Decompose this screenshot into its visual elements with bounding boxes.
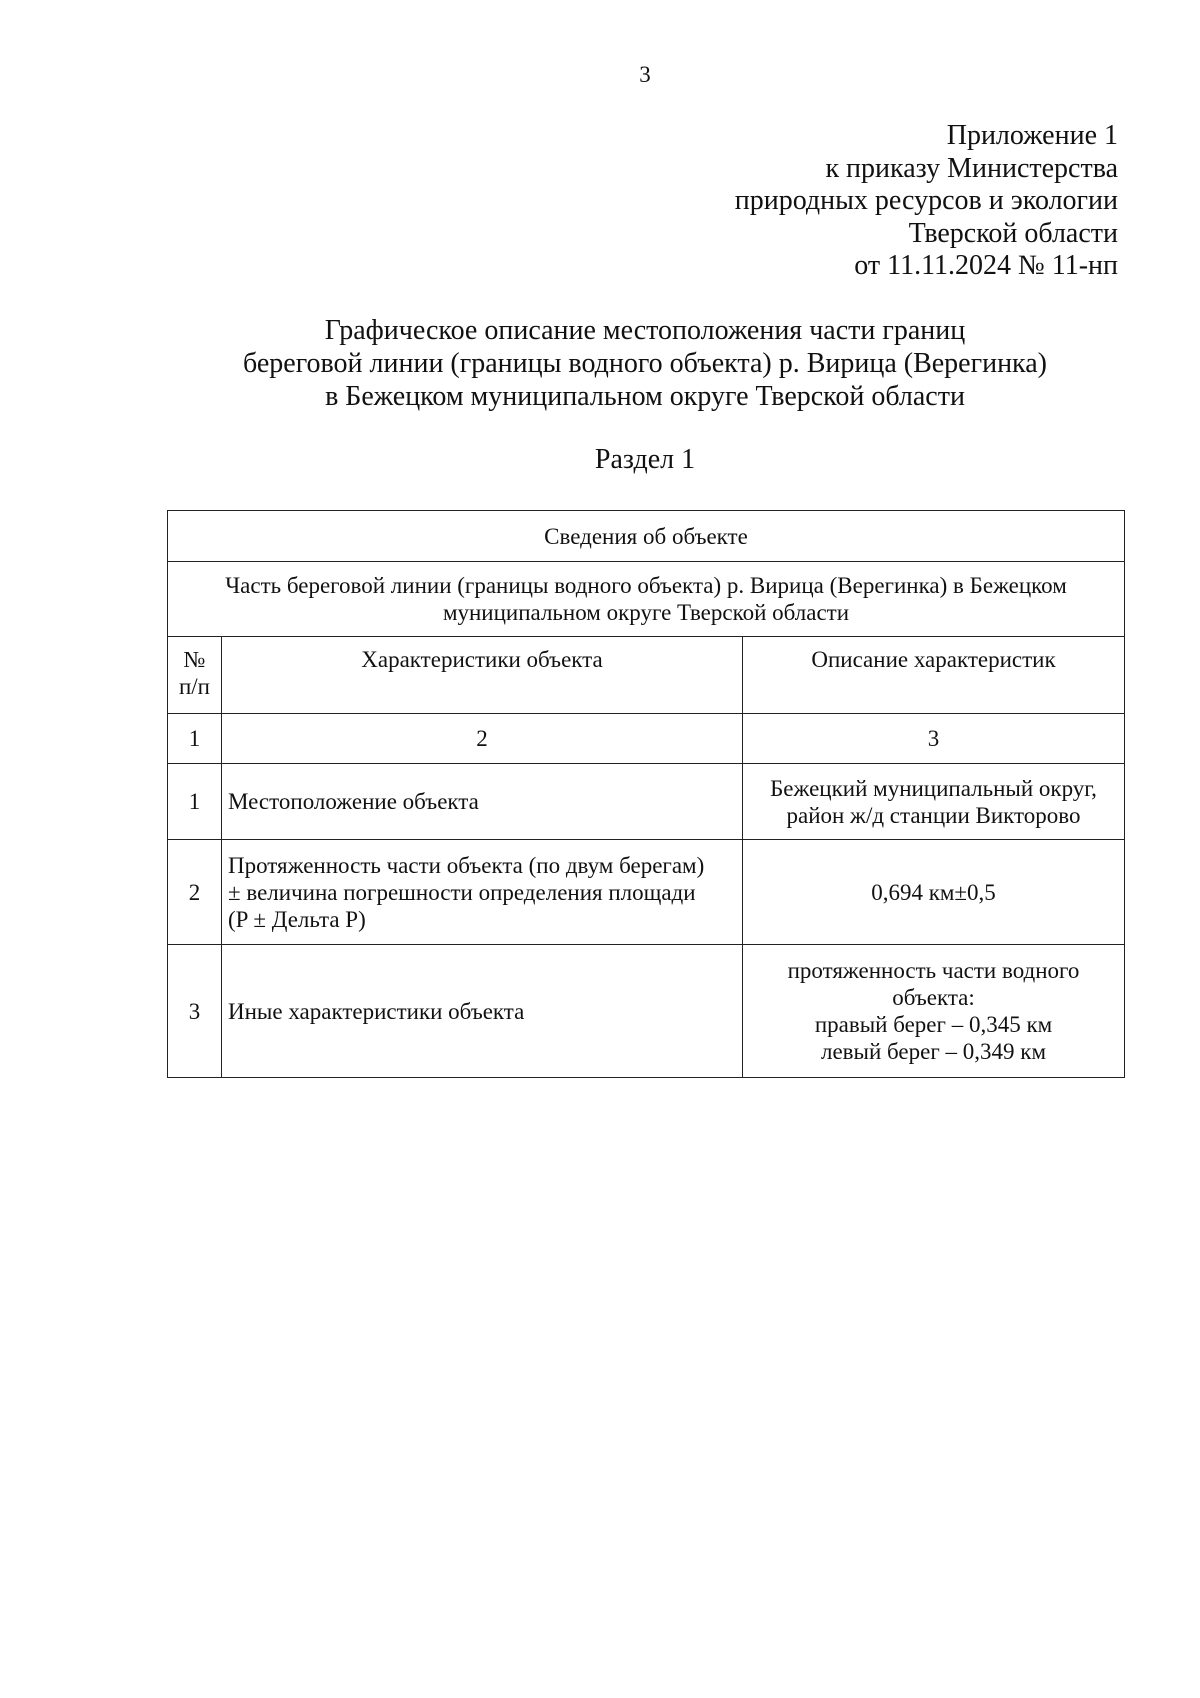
description-line: левый берег – 0,349 км — [820, 1039, 1047, 1064]
table-row — [168, 840, 1125, 945]
appendix-line: природных ресурсов и экологии — [734, 185, 1118, 216]
row-number: 3 — [168, 945, 222, 1078]
description-line: объекта: — [892, 985, 975, 1010]
characteristic-line: Протяженность части объекта (по двум берегам) — [228, 852, 705, 878]
row-description — [743, 840, 1125, 945]
object-info-table — [167, 510, 1125, 1078]
title-line: береговой линии (границы водного объекта) р. Вирица (Верегинка) — [242, 348, 1047, 379]
table-row — [168, 945, 1125, 1078]
row-characteristic — [222, 945, 743, 1078]
column-header-num-line: № — [183, 647, 206, 672]
row-number: 2 — [168, 840, 222, 945]
description-line: 0,694 км±0,5 — [871, 879, 996, 905]
column-header-num-line: п/п — [178, 674, 210, 699]
description-line: район ж/д станции Викторово — [786, 802, 1081, 828]
table-header: Сведения об объекте — [168, 511, 1125, 562]
column-header-characteristics: Характеристики объекта — [222, 637, 743, 714]
column-number: 3 — [743, 714, 1125, 764]
appendix-line: Приложение 1 — [946, 120, 1118, 151]
description-line: протяженность части водного — [787, 958, 1080, 983]
object-name-line: Часть береговой линии (границы водного объекта) р. Вирица (Верегинка) в Бежецком — [225, 573, 1067, 598]
table-row — [168, 764, 1125, 840]
column-number: 2 — [222, 714, 743, 764]
table-header-row — [168, 511, 1125, 562]
description-line: Бежецкий муниципальный округ, — [770, 775, 1097, 801]
column-header-description: Описание характеристик — [743, 637, 1125, 714]
title-line: Графическое описание местоположения части границ — [324, 315, 966, 346]
object-name-cell — [168, 562, 1125, 637]
column-header-num — [168, 637, 222, 714]
characteristic-line: Местоположение объекта — [228, 789, 479, 814]
row-characteristic — [222, 840, 743, 945]
row-description — [743, 945, 1125, 1078]
column-number: 1 — [168, 714, 222, 764]
appendix-line: Тверской области — [908, 217, 1118, 249]
row-description — [743, 764, 1125, 840]
section-title: Раздел 1 — [594, 444, 696, 475]
title-line: в Бежецком муниципальном округе Тверской области — [325, 381, 965, 412]
object-name-line: муниципальном округе Тверской области — [442, 600, 850, 625]
column-header-row — [168, 637, 1125, 714]
characteristic-line: Иные характеристики объекта — [228, 998, 525, 1024]
row-number: 1 — [168, 764, 222, 840]
characteristic-line: ± величина погрешности определения площади — [228, 879, 696, 905]
appendix-line: к приказу Министерства — [825, 152, 1118, 184]
object-name-row — [168, 562, 1125, 637]
description-line: правый берег – 0,345 км — [814, 1012, 1053, 1037]
characteristic-line: (P ± Дельта P) — [228, 906, 366, 932]
row-characteristic — [222, 764, 743, 840]
appendix-line: от 11.11.2024 № 11-нп — [854, 250, 1118, 281]
column-number-row — [168, 714, 1125, 764]
appendix-block — [735, 120, 1118, 283]
page-number: 3 — [639, 62, 651, 87]
document-title — [0, 314, 1200, 413]
